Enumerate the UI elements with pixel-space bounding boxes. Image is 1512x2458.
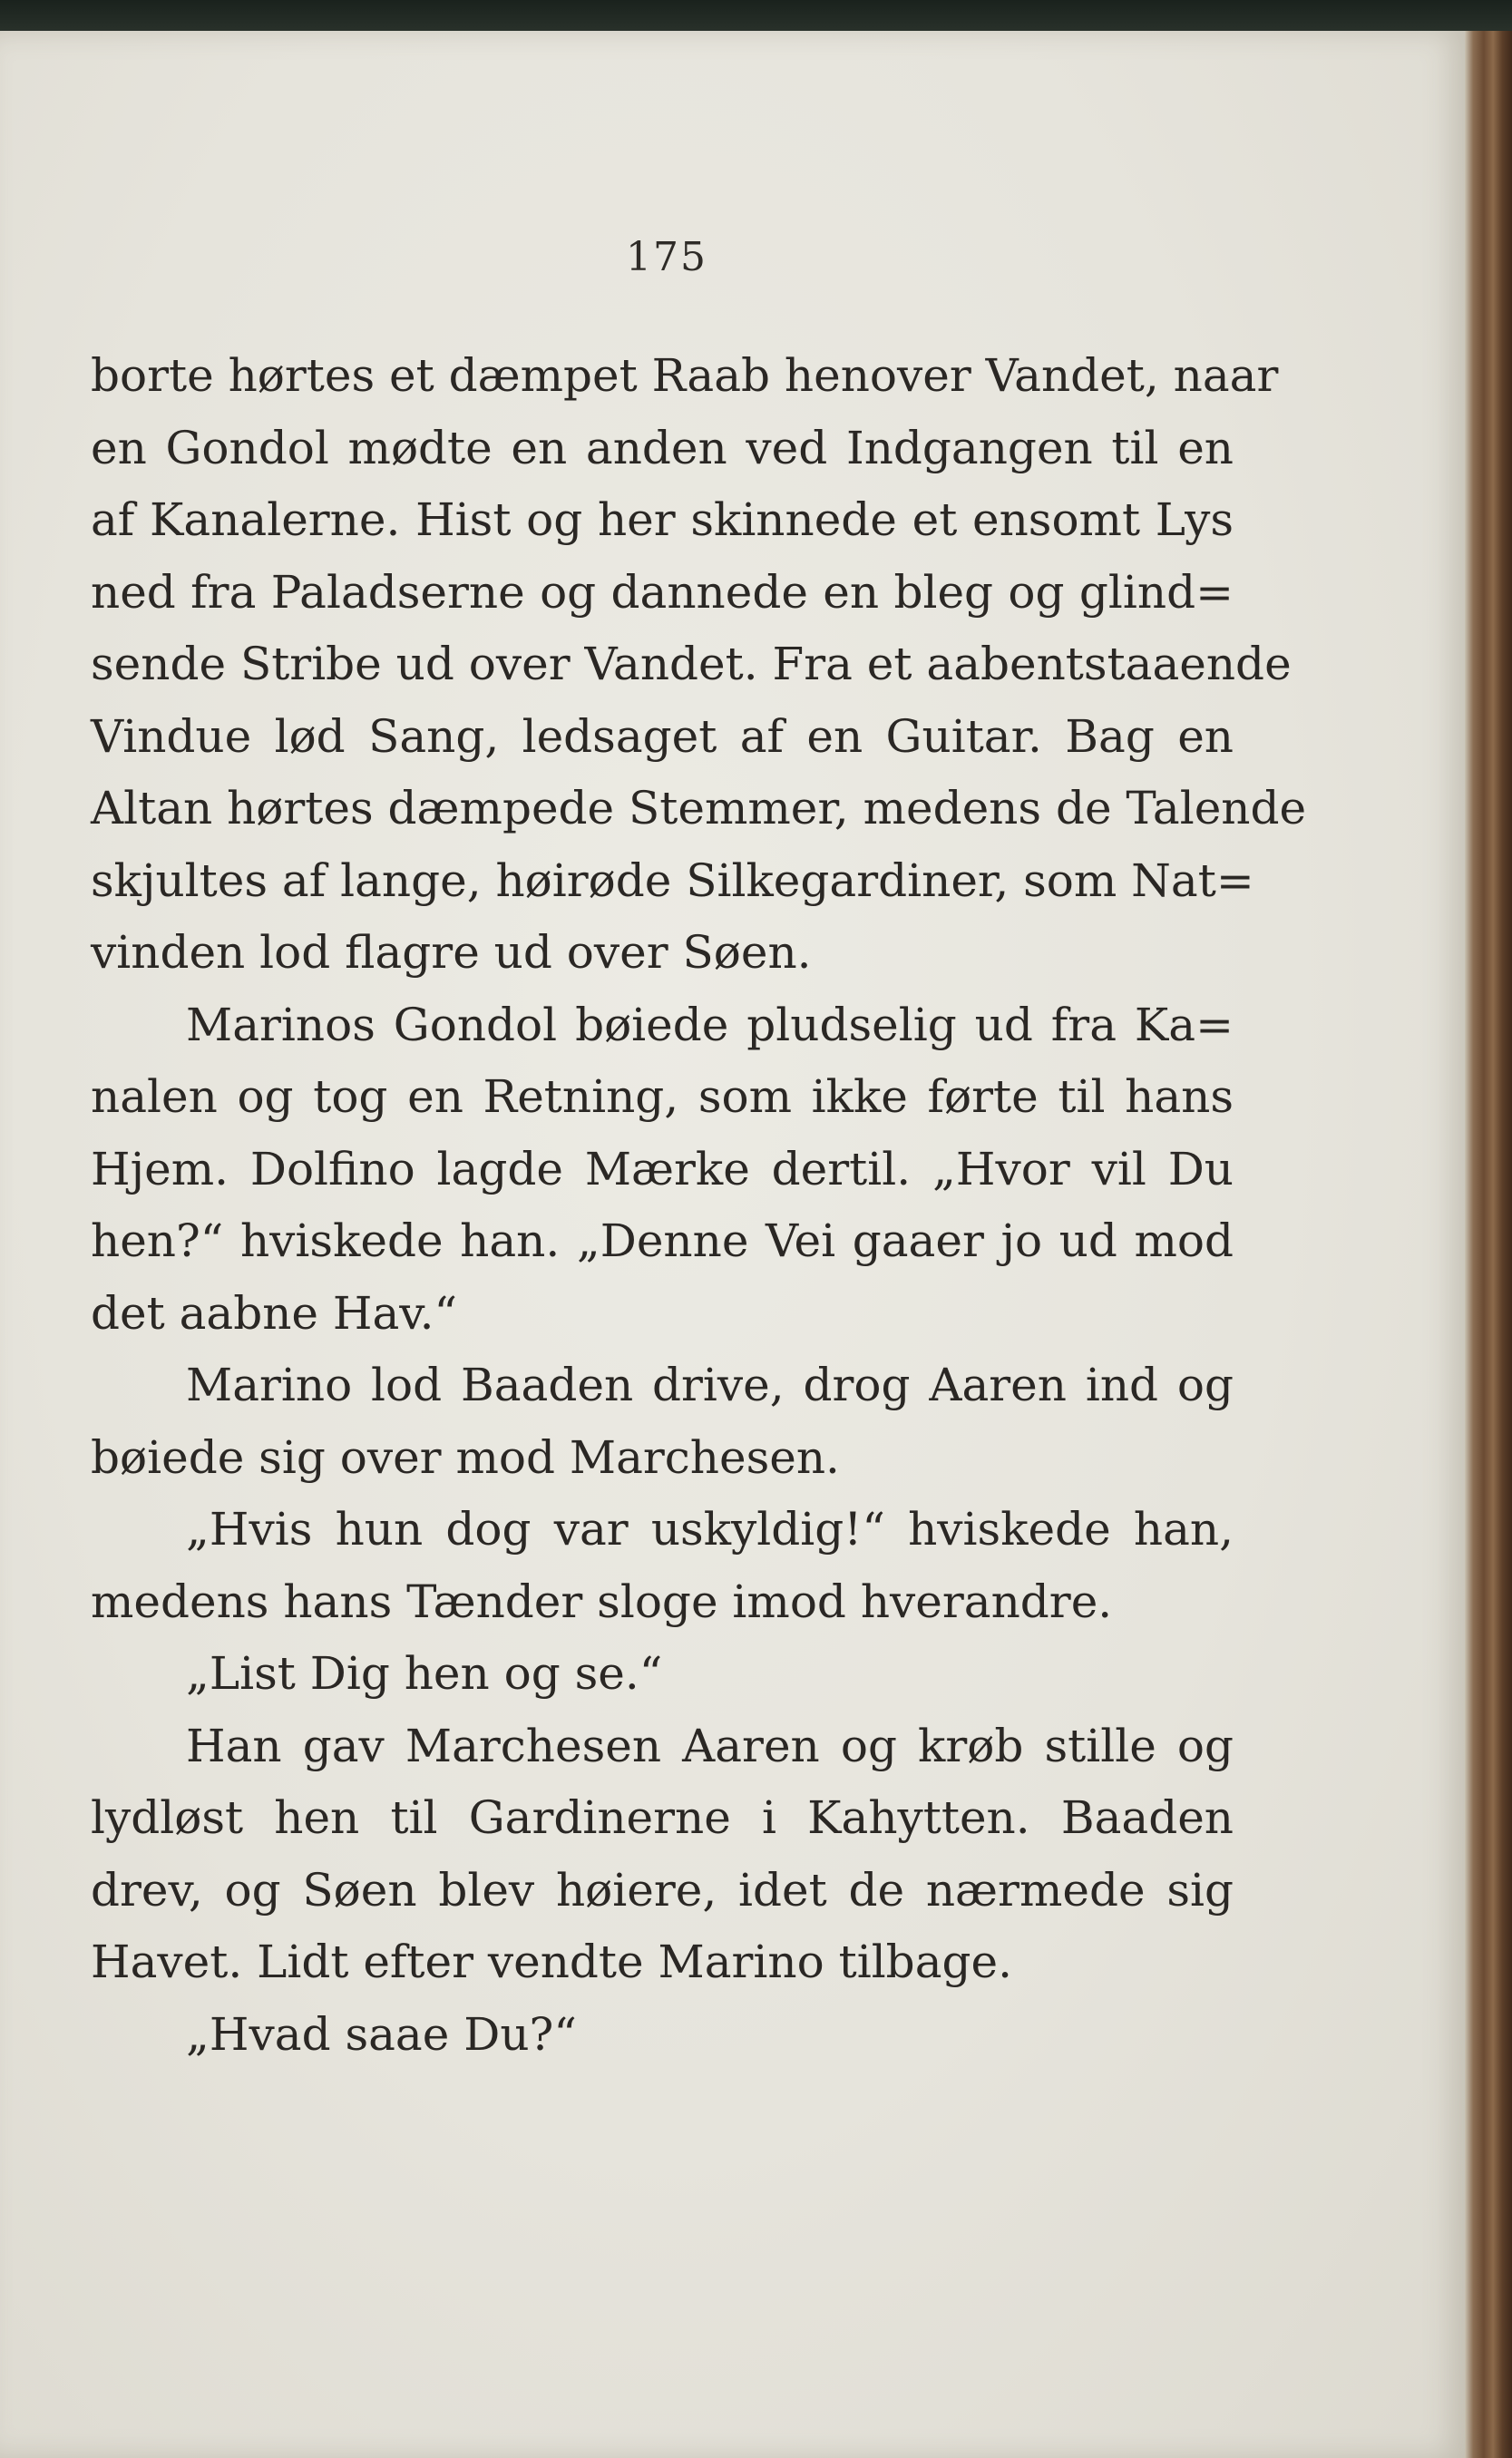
text-line: Han gav Marchesen Aaren og krøb stille og [186,1719,1234,1772]
text-line: vinden lod flagre ud over Søen. [91,926,812,979]
text-line: Havet. Lidt efter vendte Marino tilbage. [91,1936,1012,1988]
text-line: Vindue lød Sang, ledsaget af en Guitar. Bag en [91,709,1234,763]
body-text [91,340,1307,2071]
text-line: lydløst hen til Gardinerne i Kahytten. Baaden [91,1791,1234,1844]
text-line: borte hørtes et dæmpet Raab henover Vandet, naar [91,349,1279,402]
text-line: en Gondol mødte en anden ved Indgangen til en [91,421,1234,474]
text-line: „List Dig hen og se.“ [186,1647,663,1700]
text-line: medens hans Tænder sloge imod hverandre. [91,1575,1113,1628]
book-spine-edge [1465,31,1512,2458]
text-line: skjultes af lange, høirøde Silkegardiner, som Nat= [91,853,1254,907]
text-line: bøiede sig over mod Marchesen. [91,1430,840,1484]
text-line: nalen og tog en Retning, som ikke førte til hans [91,1070,1234,1123]
text-line: sende Stribe ud over Vandet. Fra et aabentstaaende [91,638,1292,690]
text-line: Hjem. Dolfino lagde Mærke dertil. „Hvor vil Du [91,1142,1234,1195]
text-line: drev, og Søen blev høiere, idet de nærmede sig [91,1863,1234,1917]
text-line: Marino lod Baaden drive, drog Aaren ind og [186,1359,1234,1411]
text-line: „Hvad saae Du?“ [186,2007,577,2061]
page-number: 175 [626,234,707,280]
text-line: Altan hørtes dæmpede Stemmer, medens de Talende [91,782,1307,834]
text-line: hen?“ hviskede han. „Denne Vei gaaer jo ud mod [91,1214,1234,1267]
text-line: Marinos Gondol bøiede pludselig ud fra Ka= [186,998,1234,1051]
text-line: „Hvis hun dog var uskyldig!“ hviskede han, [186,1503,1234,1556]
text-line: ned fra Paladserne og dannede en bleg og glind= [91,565,1234,619]
text-line: det aabne Hav.“ [91,1286,458,1340]
text-line: af Kanalerne. Hist og her skinnede et ensomt Lys [91,493,1234,546]
